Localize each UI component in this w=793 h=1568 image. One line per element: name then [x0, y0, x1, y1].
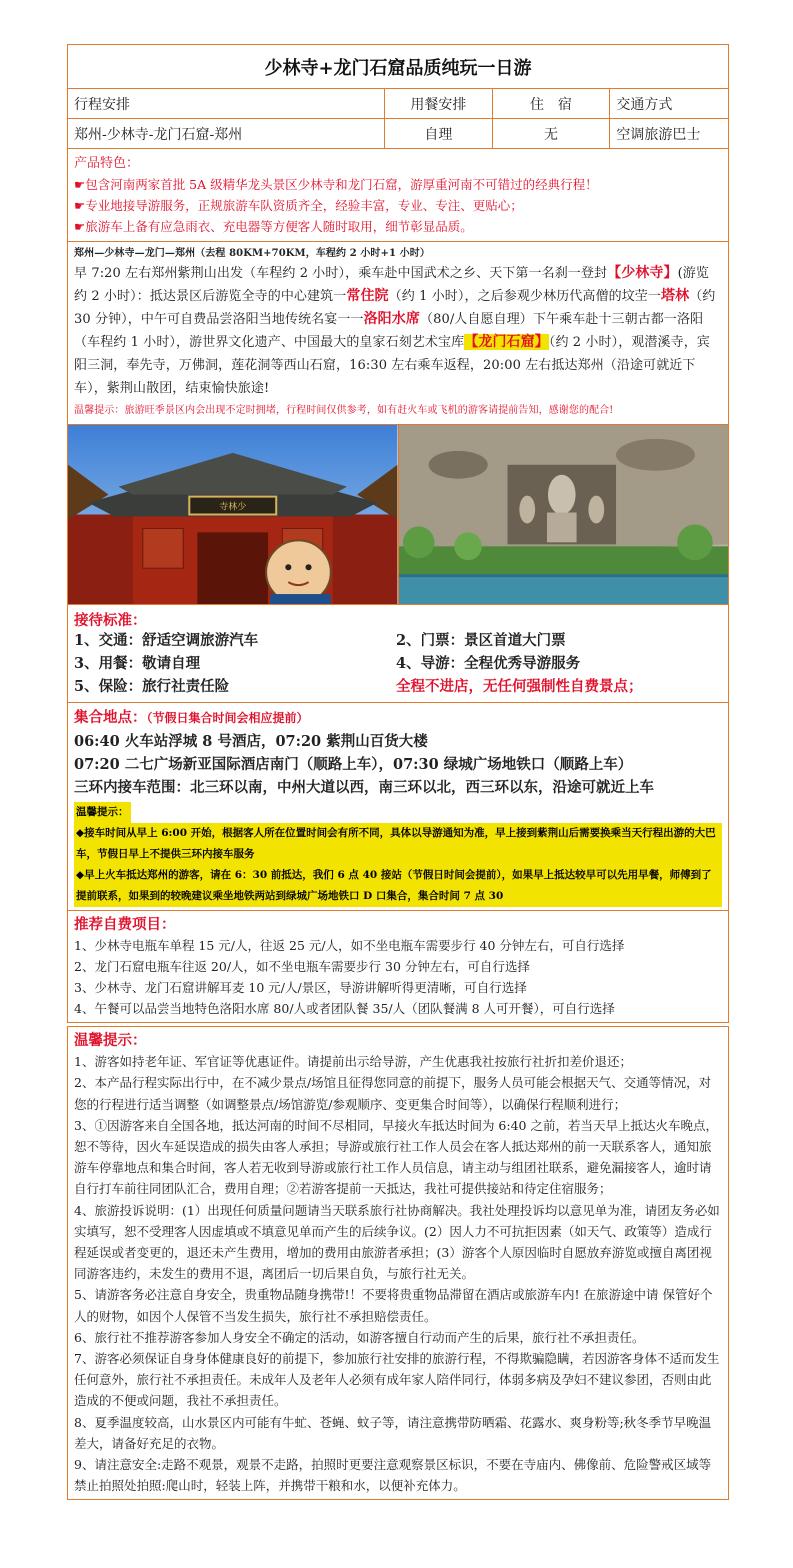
meeting-heading-note: （节假日集合时间会相应提前）: [146, 711, 309, 725]
note-item: 8、夏季温度较高，山水景区内可能有牛虻、苍蝇、蚊子等，请注意携带防晒霜、花露水、爽身粉等;秋冬季节早晚温差大，请备好充足的衣物。: [74, 1414, 712, 1451]
meeting-heading: 集合地点：: [74, 709, 147, 726]
note-item: 4、旅游投诉说明：(1）出现任何质量问题请当天联系旅行社协商解决。我社处理投诉均以意见单为准，请团友务必如实填写，恕不受理客人因虚填或不填意见单而产生的后续争议。(2）因人力不可抗拒因素（如天气、政策等）造成行程延误或者变更的，退还未产生费用，增加的费用由旅游者承担；(3）游客个人原因临时自愿放弃游览或擅自离团视同游客违约，未发生的费用不退，离团后一切后果自负，与旅行社无关。: [74, 1202, 720, 1282]
shuixi-highlight: 洛阳水席: [363, 311, 420, 327]
header-itinerary: 行程安排: [68, 89, 385, 118]
table-value-row: [68, 119, 728, 149]
itinerary-text: 早 7:20 左右郑州紫荆山出发（车程约 2 小时），乘车赴中国武术之乡、天下第一名刹一登封: [74, 266, 608, 281]
value-transport: 空调旅游巴士: [616, 126, 701, 143]
value-meals: 自理: [385, 119, 493, 148]
recommended-item: 4、午餐可以品尝当地特色洛阳水席 80/人或者团队餐 35/人（团队餐满 8 人可开餐），可自行选择: [74, 1001, 615, 1016]
meeting-line: 06:40 火车站浮城 8 号酒店，07:20 紫荆山百货大楼: [74, 733, 428, 750]
value-itinerary: 郑州-少林寺-龙门石窟-郑州: [68, 119, 385, 148]
note-item: 1、游客如持老年证、军官证等优惠证件。请提前出示给导游，产生优惠我社按旅行社折扣差价退还；: [74, 1054, 632, 1070]
shaolin-highlight: 【少林寺】: [607, 265, 678, 281]
reception-item: 3、用餐：敬请自理: [74, 655, 201, 672]
header-lodging: 住 宿: [493, 89, 611, 118]
note-item: 5、请游客务必注意自身安全，贵重物品随身携带!！不要将贵重物品滞留在酒店或旅游车内! 在旅游途中请 保管好个人的财物，如因个人保管不当发生损失，旅行社不承担赔偿责任。: [74, 1287, 713, 1324]
itinerary-sheet: [67, 44, 729, 1023]
header-transport: 交通方式: [616, 96, 673, 113]
reception-heading: 接待标准：: [74, 612, 147, 629]
route-line: 郑州—少林寺—龙门—郑州（去程 80KM+70KM，车程约 2 小时+1 小时）: [74, 248, 430, 259]
value-lodging: 无: [493, 119, 611, 148]
temple-sign-text: 寺林少: [219, 502, 247, 513]
reception-item: 5、保险：旅行社责任险: [74, 678, 230, 695]
grotto-icon: [399, 425, 729, 604]
meeting-tip: ◆接车时间从早上 6:00 开始，根据客人所在位置时间会有所不同，具体以导游通知为准，早上接到紫荆山后需要换乘当天行程出游的大巴车，节假日早上不提供三环内接车服务: [74, 823, 722, 865]
page-title: 少林寺+龙门石窟品质纯玩一日游: [68, 45, 728, 89]
feature-item: ☛旅游车上备有应急雨衣、充电器等方便客人随时取用，细节彰显品质。: [74, 219, 473, 234]
meeting-line: 三环内接车范围：北三环以南，中州大道以西，南三环以北，西三环以东，沿途可就近上车: [74, 779, 654, 796]
note-item: 9、请注意安全:走路不观景，观景不走路，拍照时更要注意观察景区标识，不要在寺庙内、佛像前、危险警戒区域等禁止拍照处拍照:爬山时，轻装上阵，并携带干粮和水，以便补充体力。: [74, 1457, 712, 1494]
reception-item: 1、交通：舒适空调旅游汽车: [74, 632, 259, 649]
features-heading: 产品特色：: [74, 156, 140, 171]
no-shopping-note: 全程不进店，无任何强制性自费景点；: [396, 678, 643, 695]
meeting-tip-heading: 温馨提示：: [74, 802, 131, 823]
feature-item: ☛包含河南两家首批 5A 级精华龙头景区少林寺和龙门石窟，游厚重河南不可错过的经典行程！: [74, 177, 598, 192]
shaolin-photo: [68, 425, 399, 604]
temple-gate-icon: [68, 425, 398, 604]
itinerary-text: (游览约 2 小时）：抵达景区后游览全寺的中心建筑一: [74, 266, 709, 304]
meeting-line: 07:20 二七广场新亚国际酒店南门（顺路上车），07:30 绿城广场地铁口（顺路上车）: [74, 756, 633, 773]
notes-section: [67, 1026, 729, 1500]
recommended-item: 3、少林寺、龙门石窟讲解耳麦 10 元/人/景区，导游讲解听得更清晰，可自行选择: [74, 980, 527, 995]
header-meals: 用餐安排: [385, 89, 493, 118]
recommended-section: [68, 911, 728, 1022]
longmen-photo: [399, 425, 729, 604]
talin-highlight: 塔林: [661, 288, 690, 304]
recommended-heading: 推荐自费项目：: [74, 916, 176, 933]
meeting-section: [68, 703, 728, 911]
notes-heading: 温馨提示：: [74, 1032, 147, 1049]
note-item: 7、游客必须保证自身身体健康良好的前提下，参加旅行社安排的旅游行程，不得欺骗隐瞒，若因游客身体不适而发生任何意外，旅行社不承担责任。未成年人及老年人必须有成年家人陪伴同行，体弱多病及孕妇不建议参团，否则由此造成的不便或问题，我社不承担责任。: [74, 1351, 720, 1409]
itinerary-text: （80/人自愿自理）下午乘车赴十三朝古都一洛阳（车程约 1 小时），游世界文化遗产、中国最大的皇家石刻艺术宝库: [74, 312, 704, 350]
note-item: 3、①因游客来自全国各地，抵达河南的时间不尽相同，早接火车抵达时间为 6:40 之前，若当天早上抵达火车晚点，恕不等待，因火车延误造成的损失由客人承担；导游或旅行社工作人员会在客人抵达郑州的前一天联系客人，通知旅游车停靠地点和集合时间，客人若无收到导游或旅行社工作人员信息，请主动与组团社联系，避免漏接客人，逾时请自行打车前往同团队汇合，费用自理；②若游客提前一天抵达，我社可提供接站和待定住宿服务；: [74, 1117, 718, 1197]
recommended-item: 2、龙门石窟电瓶车往返 20/人，如不坐电瓶车需要步行 30 分钟左右，可自行选择: [74, 959, 530, 974]
reception-item: 2、门票：景区首道大门票: [396, 632, 566, 649]
itinerary-warm-tip: 温馨提示：旅游旺季景区内会出现不定时拥堵，行程时间仅供参考，如有赶火车或飞机的游客请提前告知，感谢您的配合!: [74, 405, 614, 416]
reception-item: 4、导游：全程优秀导游服务: [396, 655, 581, 672]
itinerary-text: （约 1 小时），之后参观少林历代高僧的坟茔一: [388, 289, 661, 304]
photo-strip: [68, 425, 728, 605]
changzhu-highlight: 常住院: [346, 288, 389, 304]
recommended-item: 1、少林寺电瓶车单程 15 元/人，往返 25 元/人，如不坐电瓶车需要步行 40 分钟左右，可自行选择: [74, 938, 625, 953]
itinerary-text: （约 30 分钟），中午可自费品尝洛阳当地传统名宴一一: [74, 289, 716, 327]
features-section: [68, 149, 728, 242]
longmen-highlight: 【龙门石窟】: [464, 334, 549, 350]
feature-item: ☛专业地接导游服务，正规旅游车队资质齐全，经验丰富，专业、专注、更贴心；: [74, 198, 523, 213]
note-item: 2、本产品行程实际出行中，在不减少景点/场馆且征得您同意的前提下，服务人员可能会根据天气、交通等情况，对您的行程进行适当调整（如调整景点/场馆游览/参观顺序、变更集合时间等），以确保行程顺利进行；: [74, 1075, 712, 1112]
meeting-tip: ◆早上火车抵达郑州的游客，请在 6：30 前抵达，我们 6 点 40 接站（节假日时间会提前），如果早上抵达较早可以先用早餐，师傅到了提前联系，如果到的较晚建议乘坐地铁两站到绿城广场地铁口 D 口集合，集合时间 7 点 30: [74, 865, 722, 907]
itinerary-section: [68, 242, 728, 425]
reception-section: [68, 605, 728, 703]
note-item: 6、旅行社不推荐游客参加人身安全不确定的活动，如游客擅自行动而产生的后果，旅行社不承担责任。: [74, 1329, 645, 1345]
table-header-row: [68, 89, 728, 119]
itinerary-text: （约 2 小时），观潜溪寺，宾阳三洞，奉先寺，万佛洞，莲花洞等西山石窟，16:30 左右乘车返程，20:00 左右抵达郑州（沿途可就近下车），紫荆山散团，结束愉快旅途!: [74, 335, 710, 396]
